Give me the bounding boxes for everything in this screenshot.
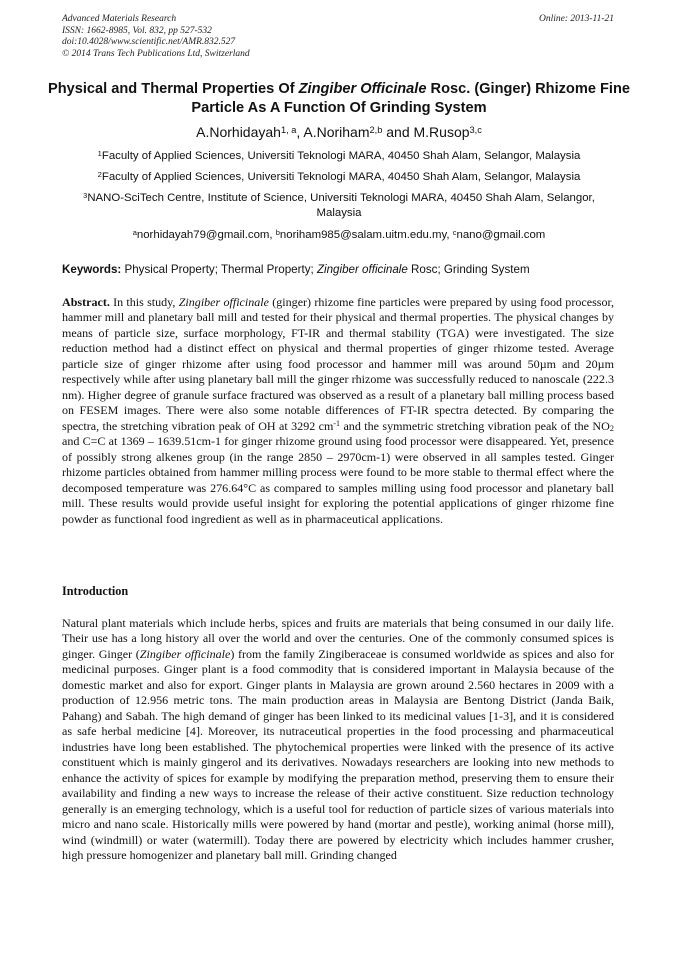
author-1-affil: 1, a xyxy=(280,124,297,135)
online-date: Online: 2013-11-21 xyxy=(538,14,614,24)
email-c[interactable]: nano@gmail.com xyxy=(456,229,546,241)
affiliation-3-text: NANO-SciTech Centre, Institute of Science, Universiti Teknologi MARA, 40450 Shah Alam, Selangor, Malaysia xyxy=(87,192,595,219)
affiliation-2 xyxy=(40,170,638,185)
journal-header xyxy=(62,14,614,60)
keywords xyxy=(62,262,622,277)
introduction-species: Zingiber officinale xyxy=(139,646,231,661)
abstract-text: (ginger) rhizome fine particles were prepared by using food processor, hammer mill and planetary ball mill and tested for their physical and thermal properties. The physical changes by means of particle size, surface morphology, FT-IR and thermal stability (TGA) were investigated. The size reduction method had a distinct effect on physical and thermal properties of ginger rhizome tested. Average particle size of ginger rhizome after using food processor and hammer mill was around 50µm and 20µm respectively while after using planetary ball mill the ginger rhizome was successfully reduced to nanoscale (222.3 nm). Higher degree of granule surface fractured was observed as a result of a planetary ball milling process based on FESEM images. There were also some notable differences of FT-IR spectra detected. By comparing the spectra, the stretching vibration peak of OH at 3292 cm xyxy=(62,295,615,433)
abstract-text: and C=C at 1369 – 1639.51cm-1 for ginger rhizome ground using food processor were disappeared. Yet, presence of possibly strong alkenes group (in the range 2850 – 2970cm-1) were observed in all samples tested. Ginger rhizome particles obtained from hammer milling process were found to be more stable to thermal effect where the decomposed temperature was 276.64°C as compared to samples milling using food processor and planetary ball mill. These results would provide useful insight for exploring the potential applications of ginger rhizome fine powder as functional food ingredient as well as in pharmaceutical applications. xyxy=(62,434,614,526)
affiliation-1-text: Faculty of Applied Sciences, Universiti Teknologi MARA, 40450 Shah Alam, Selangor, Malaysia xyxy=(101,150,581,162)
abstract-text: and the symmetric stretching vibration peak of the NO xyxy=(340,418,610,433)
email-a-marker: a xyxy=(132,227,137,237)
journal-issn: ISSN: 1662-8985, Vol. 832, pp 527-532 xyxy=(62,25,212,36)
title-species: Zingiber Officinale xyxy=(298,81,427,97)
keywords-text-1: Physical Property; Thermal Property; xyxy=(121,263,317,276)
affiliation-1-marker: 1 xyxy=(97,148,102,158)
affiliation-1 xyxy=(40,149,638,164)
title-part-2: Rosc. (Ginger) Rhizome Fine Particle As A Function Of Grinding System xyxy=(191,81,630,116)
abstract-text: In this study, xyxy=(109,295,179,309)
author-2-affil: 2,b xyxy=(369,124,383,135)
abstract-subscript: 2 xyxy=(609,423,614,434)
introduction-text: ) from the family Zingiberaceae is consumed worldwide as spices and also for medicinal purposes. Ginger plant is a food commodity that is considered important in Malaysia because of the domestic market and also for export. Ginger plants in Malaysia are grown around 2.560 hectares in 2009 with a production of 12.956 metric tons. The main production areas in Malaysia are Bentong District (Janda Baik, Pahang) and Sabah. The high demand of ginger has been linked to its medicinal values [1-3], and it is considered as safe herbal medicine [4]. Moreover, its nutraceutical properties in the food processing and pharmaceutical industries have long been established. The phytochemical properties were linked with the presence of its active constituent which is mainly gingerol and its derivatives. Nowadays researchers are looking into new methods to enhance the activity of spices for example by modifying the preparation method, preserving them to ensure their availability and finding a new ways to increase the release of their active constituent. Size reduction technology generally is an emerging technology, which is a useful tool for reduction of particle sizes of various materials into micro and nano scale. Historically mills were powered by hand (mortar and pestle), working animal (horse mill), wind (windmill) or water (watermill). Today there are powered by electricity which includes hammer crusher, high pressure homogenizer and planetary ball mill. Grinding changed xyxy=(62,646,614,863)
abstract-superscript: -1 xyxy=(333,419,341,429)
journal-name: Advanced Materials Research xyxy=(62,14,177,24)
abstract-species: Zingiber officinale xyxy=(178,295,269,309)
affiliation-2-marker: 2 xyxy=(97,169,102,179)
author-1: A.Norhidayah xyxy=(196,124,281,140)
email-c-marker: c xyxy=(452,227,457,237)
abstract-label: Abstract. xyxy=(62,295,110,309)
author-separator: , xyxy=(296,124,304,140)
email-a[interactable]: norhidayah79@gmail.com, xyxy=(136,229,276,241)
introduction-text: Natural plant materials which include herbs, spices and fruits are materials that being consumed in our daily life. Their use has a long history all over the world and over the centuries. One of the commonly consumed spices is ginger. Ginger ( xyxy=(62,616,614,661)
email-b[interactable]: noriham985@salam.uitm.edu.my, xyxy=(279,229,453,241)
keywords-species: Zingiber officinale xyxy=(316,263,408,276)
author-3-affil: 3,c xyxy=(469,124,482,135)
keywords-label: Keywords: xyxy=(62,263,122,276)
abstract xyxy=(62,295,614,527)
title-part-1: Physical and Thermal Properties Of xyxy=(48,81,299,97)
section-heading-introduction: Introduction xyxy=(62,584,129,598)
email-list xyxy=(40,228,638,243)
author-list xyxy=(40,122,638,142)
author-2: A.Noriham xyxy=(303,124,370,140)
affiliation-3 xyxy=(76,191,602,220)
keywords-text-2: Rosc; Grinding System xyxy=(407,263,530,276)
email-b-marker: b xyxy=(275,227,280,237)
journal-copyright: © 2014 Trans Tech Publications Ltd, Switzerland xyxy=(62,48,250,59)
affiliation-3-marker: 3 xyxy=(83,190,88,200)
journal-doi[interactable]: doi:10.4028/www.scientific.net/AMR.832.527 xyxy=(62,37,236,47)
paper-title xyxy=(40,80,638,118)
author-3: M.Rusop xyxy=(413,124,470,140)
author-and: and xyxy=(382,124,414,140)
introduction-paragraph xyxy=(62,616,614,864)
affiliation-2-text: Faculty of Applied Sciences, Universiti Teknologi MARA, 40450 Shah Alam, Selangor, Malaysia xyxy=(101,171,581,183)
